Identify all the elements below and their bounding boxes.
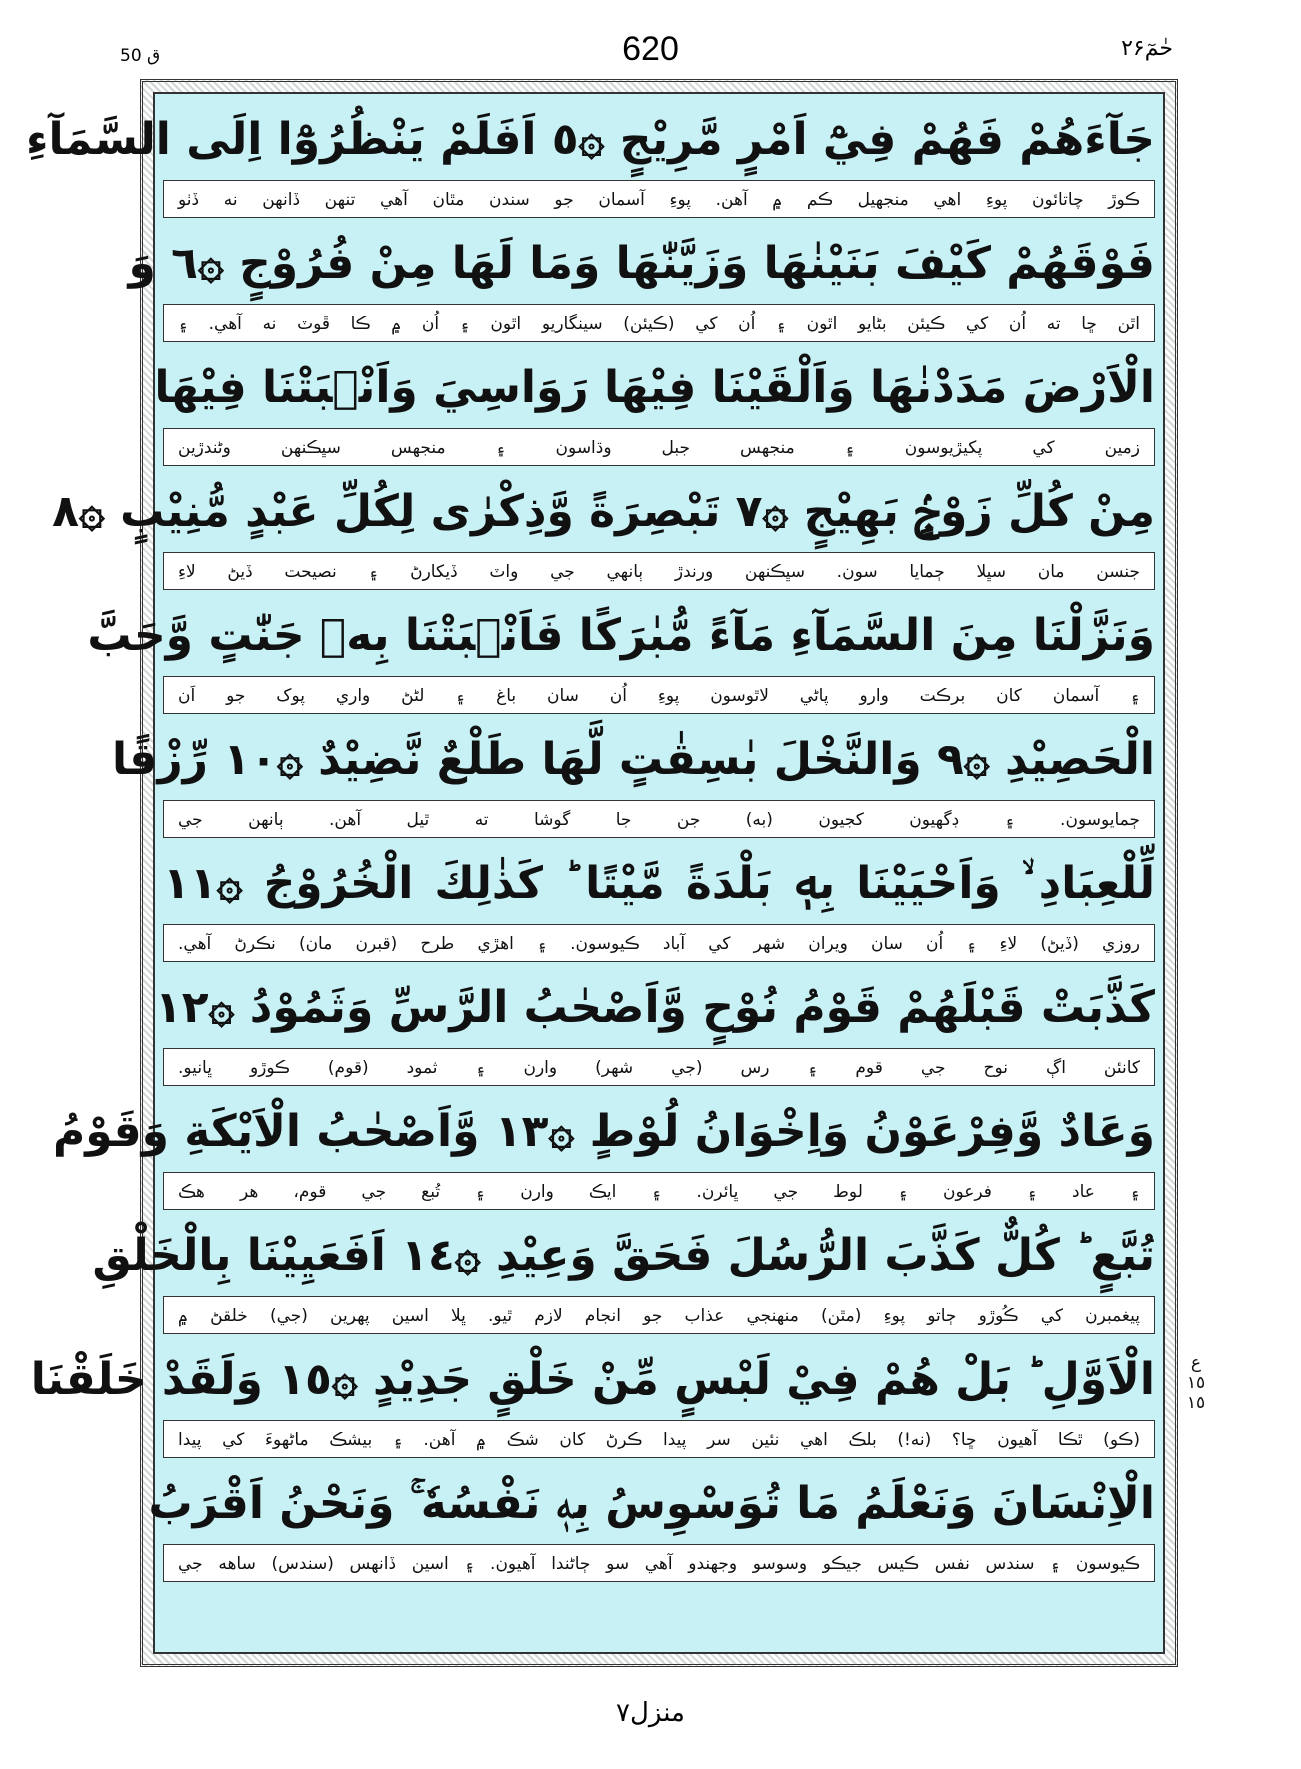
arabic-line: وَنَزَّلْنَا مِنَ السَّمَآءِ مَآءً مُّبٰرَكًا فَاَنْۢبَتْنَا بِهٖ جَنّٰتٍ وَّحَبَّ: [87, 610, 1155, 661]
page-frame: [26, 79, 1178, 1667]
manzil-label: منزل۷: [616, 1698, 685, 1728]
translation-line: روزي (ڏيڻ) لاءِ ۽ اُن سان ويران شهر کي آباد ڪيوسون. ۽ اهڙي طرح (قبرن مان) نڪرڻ آهي.: [163, 924, 1155, 962]
ruku-marker: [1183, 1353, 1209, 1413]
translation-line: جنسن مان سڀلا ڄمايا سون. سڀڪنهن ورندڙ ٻانهي جي واٽ ڏيکارڻ ۽ نصيحت ڏيڻ لاءِ: [163, 552, 1155, 590]
surah-para-label: ق 50: [120, 46, 161, 66]
arabic-line: مِنْ كُلِّ زَوْجٍۢ بَهِيْجٍ ۞٧ تَبْصِرَةً وَّذِكْرٰى لِكُلِّ عَبْدٍ مُّنِيْبٍ ۞٨: [52, 486, 1155, 537]
translation-line: ڪيوسون ۽ سندس نفس ڪيس جيڪو وسوسو وجهندو آهي سو ڄاڻندا آهيون. ۽ اسين ڏانهس (سندس) ساهه جي: [163, 1544, 1155, 1582]
arabic-line: وَعَادٌ وَّفِرْعَوْنُ وَاِخْوَانُ لُوْطٍ ۞١٣ وَّاَصْحٰبُ الْاَيْكَةِ وَقَوْمُ: [52, 1106, 1155, 1157]
translation-line: ڪوڙ چاتائون پوءِ اهي منجهيل ڪم ۾ آهن. پوءِ آسمان جو سندن مٿان آهي تنهن ڏانهن نه ڏٺو: [163, 180, 1155, 218]
arabic-line: لِّلْعِبَادِ ۙ وَاَحْيَيْنَا بِهٖ بَلْدَةً مَّيْتًا ؕ كَذٰلِكَ الْخُرُوْجُ ۞١١: [163, 858, 1155, 909]
arabic-line: كَذَّبَتْ قَبْلَهُمْ قَوْمُ نُوْحٍ وَّاَصْحٰبُ الرَّسِّ وَثَمُوْدُ ۞١٢: [154, 982, 1155, 1033]
arabic-line: الْاَرْضَ مَدَدْنٰهَا وَاَلْقَيْنَا فِيْهَا رَوَاسِيَ وَاَنْۢبَتْنَا فِيْهَا: [154, 362, 1155, 413]
translation-line: اٿن ڇا ته اُن کي ڪيئن بڻايو اٿون ۽ اُن کي (ڪيئن) سينگاريو اٿون ۽ اُن ۾ ڪا ڦوٽ نه آهي. ۽: [163, 304, 1155, 342]
translation-line: پيغمبرن کي ڪُوڙو ڄاتو پوءِ (مٿن) منهنجي عذاب جو انجام لازم ٿيو. ڀلا اسين پهرين (جي) خلقڻ ۾: [163, 1296, 1155, 1334]
ruku-sign: ع: [1190, 1353, 1202, 1373]
text-panel: [26, 92, 1165, 1654]
translation-line: ۽ آسمان کان برڪت وارو پاڻي لاٿوسون پوءِ اُن سان باغ ۽ لڻڻ واري پوک جو اَن: [163, 676, 1155, 714]
translation-line: زمين کي پکيڙيوسون ۽ منجهس جبل وڌاسون ۽ منجهس سڀڪنهن وڻندڙين: [163, 428, 1155, 466]
arabic-line: الْاَوَّلِ ؕ بَلْ هُمْ فِيْ لَبْسٍ مِّنْ خَلْقٍ جَدِيْدٍ ۞١٥ وَلَقَدْ خَلَقْنَا: [30, 1354, 1155, 1405]
ruku-number-bottom: ١٥: [1186, 1393, 1206, 1413]
translation-line: ڄمايوسون. ۽ ڊگهيون کجيون (به) جن جا گوشا ته ٿيل آهن. ٻانهن جي: [163, 800, 1155, 838]
arabic-line: فَوْقَهُمْ كَيْفَ بَنَيْنٰهَا وَزَيَّنّٰهَا وَمَا لَهَا مِنْ فُرُوْجٍ ۞٦ وَ: [128, 238, 1155, 289]
page-header: [0, 30, 1301, 76]
arabic-line: تُبَّعٍ ؕ كُلٌّ كَذَّبَ الرُّسُلَ فَحَقَّ وَعِيْدِ ۞١٤ اَفَعَيِيْنَا بِالْخَلْقِ: [92, 1230, 1155, 1281]
arabic-line: جَآءَهُمْ فَهُمْ فِيْٓ اَمْرٍ مَّرِيْجٍ ۞٥ اَفَلَمْ يَنْظُرُوْٓا اِلَى السَّمَآءِ: [26, 114, 1155, 165]
translation-line: (ڪو) ٿڪا آهيون ڇا؟ (نه!) بلڪ اهي نئين سر پيدا ڪرڻ کان شڪ ۾ آهن. ۽ بيشڪ ماڻهوءَ کي پيدا: [163, 1420, 1155, 1458]
ruku-number-top: ١٥: [1186, 1373, 1206, 1393]
page-number: 620: [622, 30, 679, 68]
translation-line: ۽ عاد ۽ فرعون ۽ لوط جي ڀائرن. ۽ ايڪ وارن ۽ تُبع جي قوم، هر هڪ: [163, 1172, 1155, 1210]
juz-label: حٰمٓ۲۶: [1121, 36, 1173, 61]
arabic-line: الْحَصِيْدِ ۞٩ وَالنَّخْلَ بٰسِقٰتٍ لَّهَا طَلْعٌ نَّضِيْدٌ ۞١٠ رِّزْقًا: [112, 734, 1155, 785]
arabic-line: الْاِنْسَانَ وَنَعْلَمُ مَا تُوَسْوِسُ بِهٖ نَفْسُهٗ ۚ وَنَحْنُ اَقْرَبُ: [148, 1478, 1155, 1529]
translation-line: کانئن اڳ نوح جي قوم ۽ رس (جي شهر) وارن ۽ ثمود (قوم) ڪوڙو ڀانيو.: [163, 1048, 1155, 1086]
